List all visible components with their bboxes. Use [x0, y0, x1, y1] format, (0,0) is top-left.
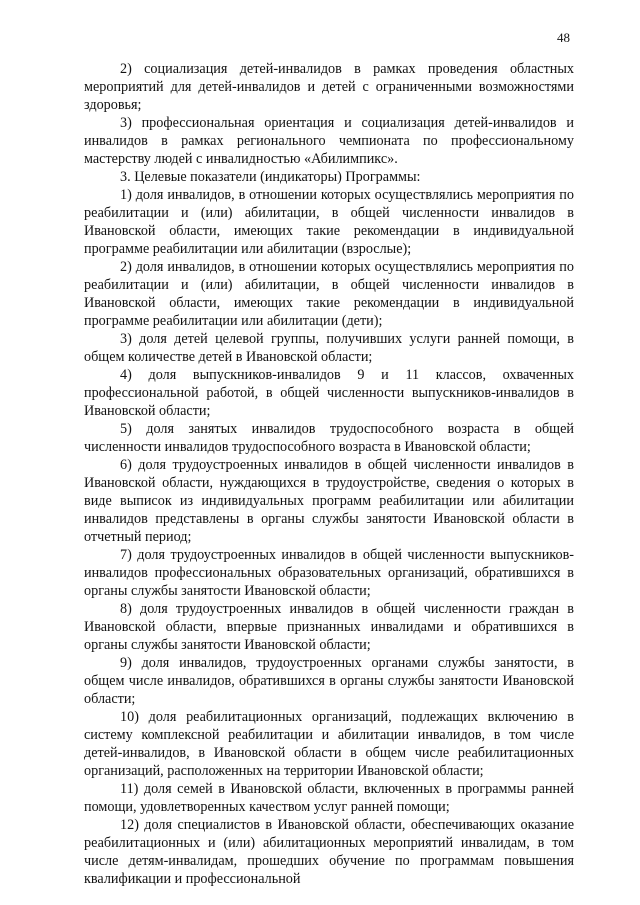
indicator-6: 6) доля трудоустроенных инвалидов в общей численности инвалидов в Ивановской области, нуждающихся в трудоустройстве, сведения о которых в виде выписок из индивидуальных программ реабилитации или абилитации инвалидов представлены в органы службы занятости Ивановской области в отчетный период;	[84, 457, 574, 545]
indicator-10: 10) доля реабилитационных организаций, подлежащих включению в систему комплексной реабилитации и абилитации инвалидов, в том числе детей-инвалидов, в Ивановской области в общем числе реабилитационных организаций, расположенных на территории Ивановской области;	[84, 709, 574, 779]
indicator-4: 4) доля выпускников-инвалидов 9 и 11 классов, охваченных профессиональной работой, в общей численности выпускников-инвалидов в Ивановской области;	[84, 367, 574, 419]
indicator-7: 7) доля трудоустроенных инвалидов в общей численности выпускников-инвалидов профессиональных образовательных организаций, обратившихся в органы службы занятости Ивановской области;	[84, 547, 574, 599]
indicator-9: 9) доля инвалидов, трудоустроенных органами службы занятости, в общем числе инвалидов, обратившихся в органы службы занятости Ивановской области;	[84, 655, 574, 707]
indicator-5: 5) доля занятых инвалидов трудоспособного возраста в общей численности инвалидов трудоспособного возраста в Ивановской области;	[84, 421, 574, 455]
indicator-1: 1) доля инвалидов, в отношении которых осуществлялись мероприятия по реабилитации и (или) абилитации, в общей численности инвалидов в Ивановской области, имеющих такие рекомендации в индивидуальной программе реабилитации или абилитации (взрослые);	[84, 187, 574, 257]
indicator-8: 8) доля трудоустроенных инвалидов в общей численности граждан в Ивановской области, впервые признанных инвалидами и обратившихся в органы службы занятости Ивановской области;	[84, 601, 574, 653]
paragraph-item-2: 2) социализация детей-инвалидов в рамках проведения областных мероприятий для детей-инвалидов и детей с ограниченными возможностями здоровья;	[84, 61, 574, 113]
page-number: 48	[557, 30, 570, 45]
section-heading-target-indicators: 3. Целевые показатели (индикаторы) Программы:	[120, 169, 421, 185]
indicator-12: 12) доля специалистов в Ивановской области, обеспечивающих оказание реабилитационных и (или) абилитационных мероприятий инвалидам, в том числе детям-инвалидам, прошедших обучение по программам повышения квалификации и профессиональной	[84, 817, 574, 887]
indicator-3: 3) доля детей целевой группы, получивших услуги ранней помощи, в общем количестве детей в Ивановской области;	[84, 331, 574, 365]
document-body	[84, 60, 574, 888]
indicator-11: 11) доля семей в Ивановской области, включенных в программы ранней помощи, удовлетворенных качеством услуг ранней помощи;	[84, 781, 574, 815]
paragraph-item-3: 3) профессиональная ориентация и социализация детей-инвалидов и инвалидов в рамках регионального чемпионата по профессиональному мастерству людей с инвалидностью «Абилимпикс».	[84, 115, 574, 167]
indicator-2: 2) доля инвалидов, в отношении которых осуществлялись мероприятия по реабилитации и (или) абилитации, в общей численности инвалидов в Ивановской области, имеющих такие рекомендации в индивидуальной программе реабилитации или абилитации (дети);	[84, 259, 574, 329]
